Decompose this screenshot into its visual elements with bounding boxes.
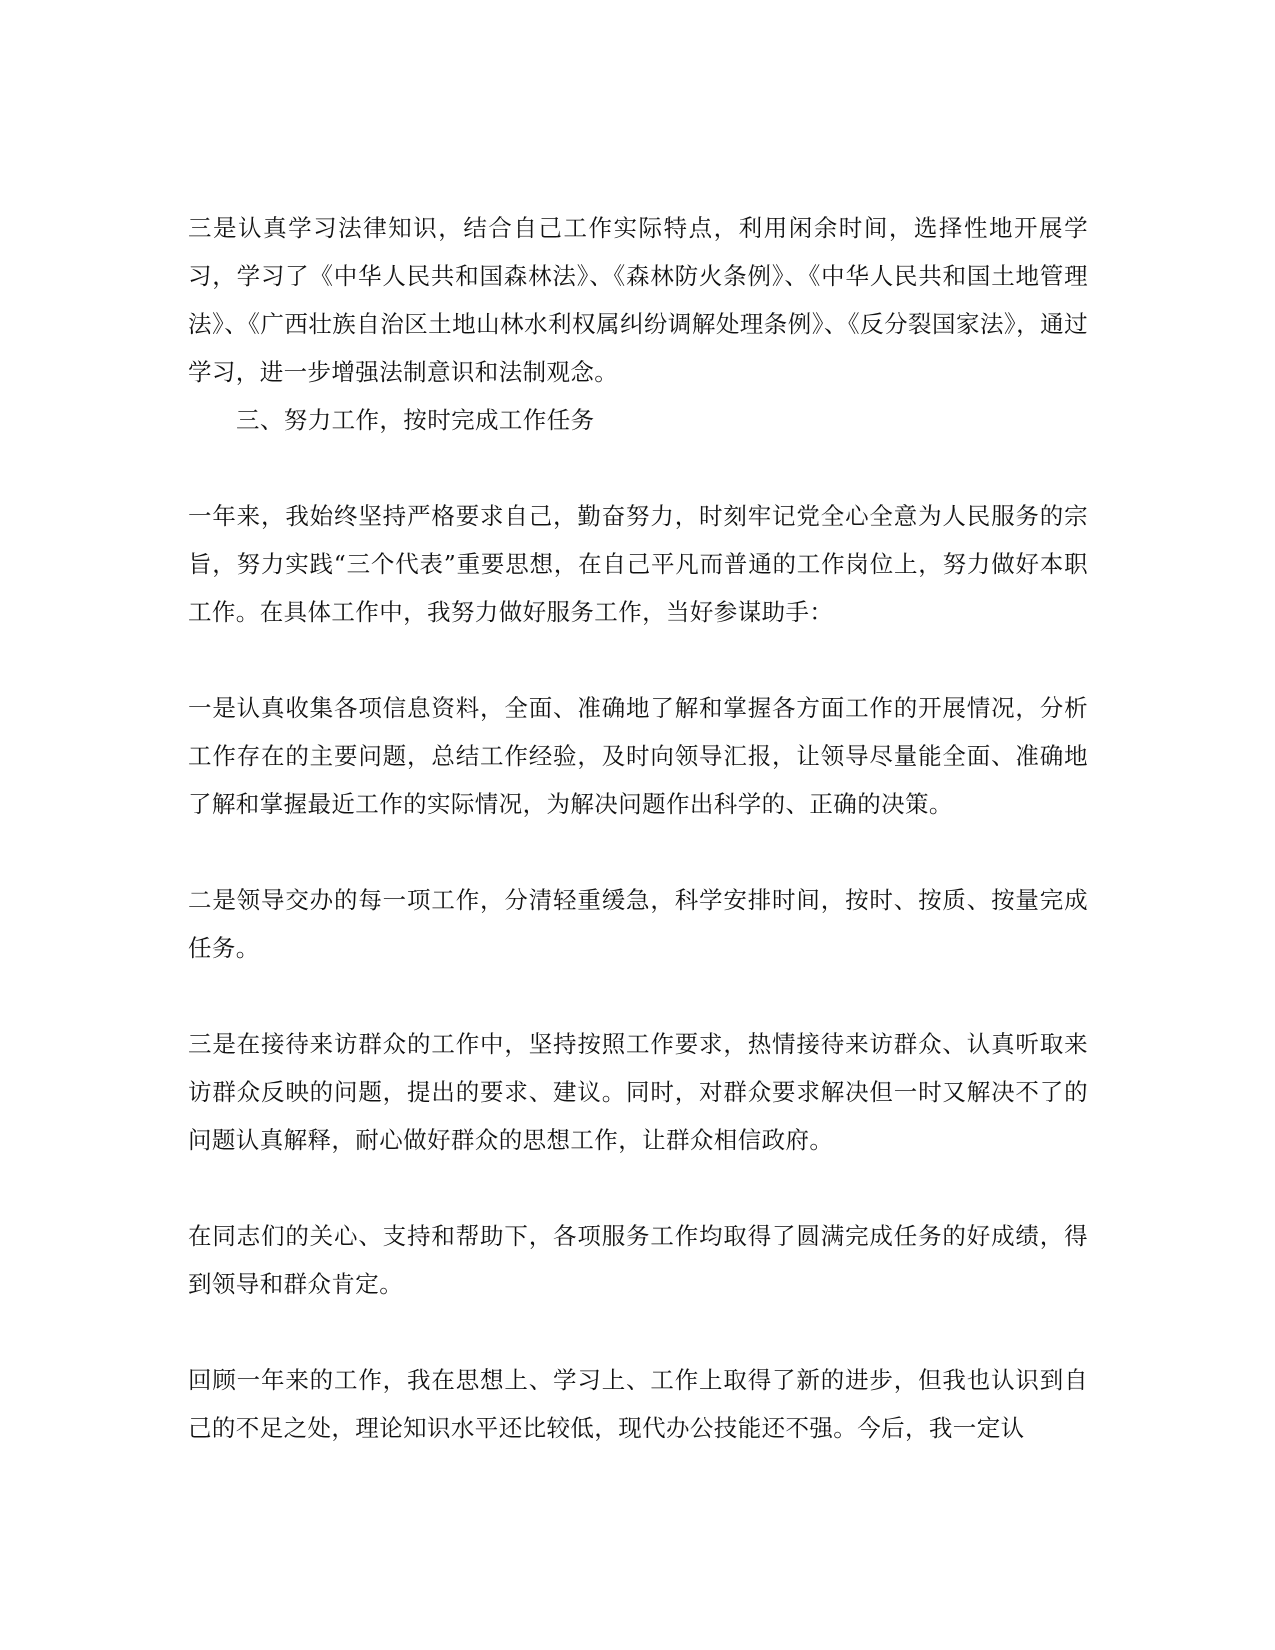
paragraph-legal-study: 三是认真学习法律知识，结合自己工作实际特点，利用闲余时间，选择性地开展学习，学习了《中华人民共和国森林法》、《森林防火条例》、《中华人民共和国土地管理法》、《广西壮族自治区土地山林水利权属纠纷调解处理条例》、《反分裂国家法》，通过学习，进一步增强法制意识和法制观念。 <box>188 214 1088 386</box>
paragraph-assigned-tasks: 二是领导交办的每一项工作，分清轻重缓急，科学安排时间，按时、按质、按量完成任务。 <box>188 886 1088 962</box>
paragraph-year-summary: 一年来，我始终坚持严格要求自己，勤奋努力，时刻牢记党全心全意为人民服务的宗旨，努力实践“三个代表”重要思想，在自己平凡而普通的工作岗位上，努力做好本职工作。在具体工作中，我努力做好服务工作，当好参谋助手： <box>188 502 1088 626</box>
paragraph-review: 回顾一年来的工作，我在思想上、学习上、工作上取得了新的进步，但我也认识到自己的不足之处，理论知识水平还比较低，现代办公技能还不强。今后，我一定认 <box>188 1366 1088 1442</box>
paragraph-reception-work: 三是在接待来访群众的工作中，坚持按照工作要求，热情接待来访群众、认真听取来访群众反映的问题，提出的要求、建议。同时，对群众要求解决但一时又解决不了的问题认真解释，耐心做好群众的思想工作，让群众相信政府。 <box>188 1030 1088 1154</box>
section-heading-3: 三、努力工作，按时完成工作任务 <box>236 406 595 434</box>
paragraph-achievements: 在同志们的关心、支持和帮助下，各项服务工作均取得了圆满完成任务的好成绩，得到领导和群众肯定。 <box>188 1222 1088 1298</box>
paragraph-information-collection: 一是认真收集各项信息资料，全面、准确地了解和掌握各方面工作的开展情况，分析工作存在的主要问题，总结工作经验，及时向领导汇报，让领导尽量能全面、准确地了解和掌握最近工作的实际情况，为解决问题作出科学的、正确的决策。 <box>188 694 1088 818</box>
